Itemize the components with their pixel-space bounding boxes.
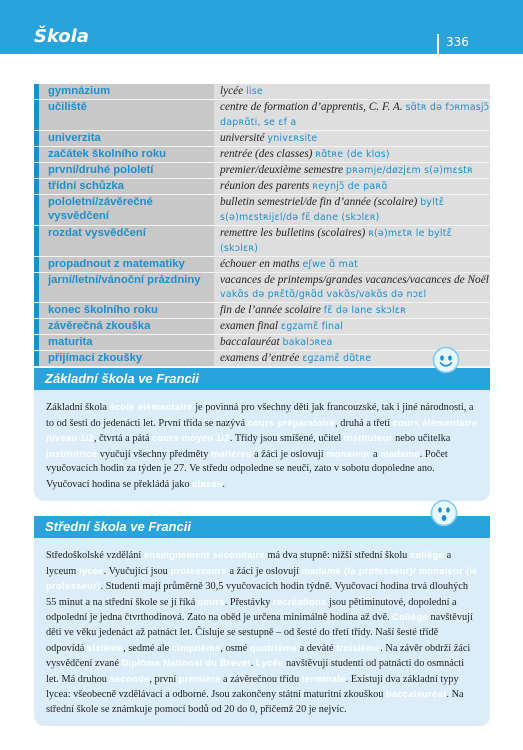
french-word: examen final bbox=[220, 320, 279, 332]
paragraph-text: , první bbox=[149, 673, 179, 685]
french-word: université bbox=[220, 132, 265, 144]
paragraph-text: . Přestávky bbox=[224, 596, 274, 608]
vocab-row bbox=[34, 195, 490, 226]
czech-term: závěrečná zkouška bbox=[34, 319, 214, 334]
czech-term: učiliště bbox=[34, 100, 214, 130]
czech-term: přijímací zkoušky bbox=[34, 351, 214, 366]
paragraph-text: navštěvují děti ve věku jedenáct až patnáct let. Číslujе se sestupně – od šesté do třetí třídy. Naší šesté třídě odpovídá bbox=[46, 612, 473, 654]
french-word: baccalauréat bbox=[220, 336, 280, 348]
paragraph-text: . bbox=[250, 658, 256, 670]
vocab-row bbox=[34, 100, 490, 131]
french-term-highlight: enseignement secondaire bbox=[143, 550, 265, 560]
page-title: Škola bbox=[34, 26, 89, 47]
french-term-highlight: école élémentaire bbox=[109, 402, 193, 412]
vocab-row bbox=[34, 226, 490, 257]
paragraph-text: Středoškolské vzdělání bbox=[46, 550, 144, 561]
french-term-highlight: seconde bbox=[109, 673, 150, 684]
french-term-highlight: madame (la professeur)/ monsieur (le professeur) bbox=[46, 565, 478, 592]
vocab-row bbox=[34, 335, 490, 351]
vocab-row bbox=[34, 303, 490, 319]
french-term-highlight: baccalauréat bbox=[385, 689, 447, 700]
page-number: 336 bbox=[446, 35, 469, 49]
paragraph-text: . bbox=[222, 478, 225, 490]
french-word: échouer en maths bbox=[220, 258, 300, 270]
info-box-secondary bbox=[34, 516, 490, 726]
czech-term: začátek školního roku bbox=[34, 147, 214, 162]
french-term bbox=[214, 195, 490, 225]
paragraph-text: . Existují dva základní typy lycea: všeobecně vzdělávací a odborné. Jsou zakončeny státní maturitní zkouškou bbox=[46, 673, 459, 701]
french-term bbox=[214, 131, 490, 146]
paragraph-text: jsou pětiminutové, dopolední a odpolední je jedna čtvrthodinová. Zato na oběd je určena minimálně hodina až dvě. bbox=[46, 596, 457, 624]
vocabulary-table bbox=[34, 84, 490, 367]
french-term-highlight: collège bbox=[409, 550, 445, 560]
french-word: rentrée (des classes) bbox=[220, 148, 313, 160]
french-term bbox=[214, 273, 490, 302]
paragraph-text: . Počet vyučovacích hodin za týden je 27. Ve středu odpoledne se neučí, zato v sobotu dopoledne ano. Vyučovací hodina se překládá jako bbox=[46, 448, 448, 490]
french-term-highlight: Diplôme National du Brevet bbox=[121, 658, 251, 669]
pronunciation: ynivɛʀsite bbox=[267, 133, 318, 144]
vocab-row bbox=[34, 84, 490, 100]
french-term-highlight: matières bbox=[210, 448, 252, 459]
french-word: lycée bbox=[220, 85, 244, 97]
paragraph-text: nebo učitelka bbox=[392, 433, 451, 445]
paragraph-text: a žáci je oslovují bbox=[226, 565, 302, 577]
french-term-highlight: récréations bbox=[273, 596, 327, 607]
french-word: examens d’entrée bbox=[220, 352, 300, 364]
french-term bbox=[214, 257, 490, 272]
box-header bbox=[34, 368, 490, 390]
smiley-icon bbox=[432, 346, 460, 374]
french-term-highlight: Lycée bbox=[255, 658, 284, 669]
pronunciation: bakalɔʀea bbox=[282, 337, 333, 348]
french-term bbox=[214, 147, 490, 162]
czech-term: konec školního roku bbox=[34, 303, 214, 318]
french-term bbox=[214, 100, 490, 130]
french-term bbox=[214, 319, 490, 334]
page-header bbox=[0, 0, 523, 54]
vocab-row bbox=[34, 163, 490, 179]
pronunciation: ɛgzamɛ̃ dɑ̃tʀe bbox=[302, 353, 372, 364]
paragraph-text: a lyceum bbox=[46, 550, 452, 577]
french-term-highlight: classe bbox=[192, 478, 223, 489]
czech-term: univerzita bbox=[34, 131, 214, 146]
paragraph-text: a deváté bbox=[297, 642, 337, 654]
czech-term: gymnázium bbox=[34, 84, 214, 99]
paragraph-text: , osmé bbox=[220, 642, 250, 654]
vocab-row bbox=[34, 147, 490, 163]
czech-term: rozdat vysvědčení bbox=[34, 226, 214, 256]
french-word: remettre les bulletins (scolaires) bbox=[220, 227, 366, 239]
french-term bbox=[214, 226, 490, 256]
paragraph-text: a závěrečnou třídu bbox=[220, 673, 302, 685]
pronunciation: ʀeynjɔ̃ de paʀɑ̃ bbox=[312, 181, 388, 192]
french-word: fin de l’année scolaire bbox=[220, 304, 321, 316]
french-term-highlight: cours moyen 1/2 bbox=[152, 433, 230, 444]
box-text bbox=[34, 390, 490, 501]
french-term-highlight: lycée bbox=[78, 565, 104, 576]
box-text bbox=[34, 538, 490, 726]
pronunciation: sɑ̃tʀ də fɔʀmasjɔ̃ dapʀɑ̃ti, se ɛf a bbox=[220, 102, 490, 128]
czech-term: třídní schůzka bbox=[34, 179, 214, 194]
box-header bbox=[34, 516, 490, 538]
french-term-highlight: madame bbox=[380, 448, 420, 459]
french-term-highlight: troisième bbox=[336, 642, 381, 653]
french-term-highlight: cours bbox=[197, 596, 225, 607]
paragraph-text: a bbox=[370, 448, 381, 460]
czech-term: pololetní/závěrečné vysvědčení bbox=[34, 195, 214, 225]
paragraph-text: , čtvrtá a pátá bbox=[93, 433, 152, 445]
paragraph-text: navštěvují studenti od patnácti do osmnácti let. Má druhou bbox=[46, 658, 465, 685]
paragraph-text: . Na závěr obdrží žáci vysvědčení zvané bbox=[46, 642, 471, 670]
paragraph-text: Základní škola bbox=[46, 402, 110, 413]
paragraph-text: , sedmé ale bbox=[123, 642, 172, 654]
french-word: vacances de printemps/grandes vacances/vacances de Noël bbox=[220, 274, 489, 286]
header-separator bbox=[437, 34, 439, 54]
french-term-highlight: sixième bbox=[86, 642, 124, 653]
czech-term: první/druhé pololetí bbox=[34, 163, 214, 178]
box-title: Základní škola ve Francii bbox=[45, 371, 199, 386]
czech-term: maturita bbox=[34, 335, 214, 350]
french-term-highlight: instituteur bbox=[343, 433, 393, 444]
french-term-highlight: cours élémentaire niveau 1/2 bbox=[46, 417, 478, 444]
paragraph-text: vyučují všechny předměty bbox=[97, 448, 211, 460]
french-word: bulletin semestriel/de fin d’année (scolaire) bbox=[220, 196, 418, 208]
paragraph-text: , druhá a třetí bbox=[335, 417, 393, 429]
box-title: Střední škola ve Francii bbox=[45, 519, 191, 534]
french-word: réunion des parents bbox=[220, 180, 310, 192]
french-term-highlight: monsieur bbox=[326, 448, 371, 459]
pronunciation: lise bbox=[246, 86, 263, 97]
french-term-highlight: cours préparatoire bbox=[247, 417, 336, 428]
french-term-highlight: Collège bbox=[392, 612, 428, 623]
pronunciation: eʃwe ɑ̃ mat bbox=[302, 259, 359, 270]
french-term-highlight: terminale bbox=[301, 673, 346, 684]
french-term-highlight: cinquième bbox=[171, 642, 221, 653]
vocab-row bbox=[34, 179, 490, 195]
french-term bbox=[214, 179, 490, 194]
french-term bbox=[214, 84, 490, 99]
surprised-face-icon bbox=[430, 499, 458, 527]
vocab-row bbox=[34, 131, 490, 147]
pronunciation: ʀɑ̃tʀe (de klɑs) bbox=[315, 149, 390, 160]
czech-term: jarní/letní/vánoční prázdniny bbox=[34, 273, 214, 302]
french-term bbox=[214, 303, 490, 318]
french-word: premier/deuxième semestre bbox=[220, 164, 344, 176]
pronunciation: fɛ̃ də lane skɔlɛʀ bbox=[323, 305, 407, 316]
french-term bbox=[214, 163, 490, 178]
vocab-row bbox=[34, 273, 490, 303]
vocab-row bbox=[34, 351, 490, 367]
pronunciation: ʀ(ə)mɛtʀ le byltɛ̃ (skɔlɛʀ) bbox=[220, 228, 453, 254]
paragraph-text: . Studenti mají průměrně 30,5 vyučovacích hodin týdně. Vyučovací hodina trvá dlouhých 55 minut a na střední škole se jí říká bbox=[46, 581, 469, 608]
vocab-row bbox=[34, 319, 490, 335]
pronunciation: ɛgzamɛ̃ final bbox=[280, 321, 344, 332]
paragraph-text: má dva stupně: nižší střední školu bbox=[264, 550, 410, 561]
french-term-highlight: quatrième bbox=[249, 642, 298, 653]
paragraph-text: je povinná pro všechny děti jak francouzské, tak i jiné národnosti, a to od šesti do jedenácti let. První třída se nazývá bbox=[46, 402, 474, 429]
vocab-row bbox=[34, 257, 490, 273]
paragraph-text: . Na střední škole se známkuje pomocí bodů od 20 do 0, přičemž 20 je nejvíc. bbox=[46, 689, 464, 715]
pronunciation: byltɛ̃ s(ə)mɛstʀijɛl/də fɛ̃ dane (skɔlɛʀ) bbox=[220, 197, 445, 223]
french-word: centre de formation d’apprentis, C. F. A. bbox=[220, 101, 403, 113]
czech-term: propadnout z matematiky bbox=[34, 257, 214, 272]
paragraph-text: a žáci je oslovují bbox=[251, 448, 327, 460]
info-box-elementary bbox=[34, 368, 490, 501]
pronunciation: vakɑ̃s də pʀɛ̃tɑ̃/gʀɑ̃d vakɑ̃s/vakɑ̃s də nɔɛl bbox=[220, 289, 427, 300]
french-term-highlight: première bbox=[178, 673, 221, 684]
french-term-highlight: institutrice bbox=[46, 448, 98, 459]
pronunciation: pʀəmje/døzjɛm s(ə)mɛstʀ bbox=[345, 165, 473, 176]
paragraph-text: . Vyučující jsou bbox=[103, 565, 171, 577]
french-term-highlight: professeurs bbox=[170, 565, 227, 576]
paragraph-text: . Třídy jsou smíšené, učitel bbox=[229, 433, 344, 445]
